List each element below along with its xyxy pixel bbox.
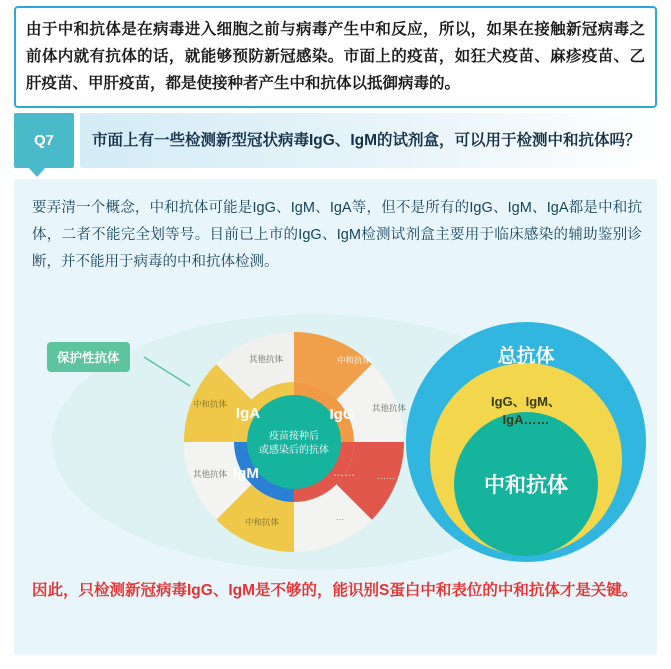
question-number-badge: Q7	[14, 113, 74, 168]
question-text: 市面上有一些检测新型冠状病毒IgG、IgM的试剂盒，可以用于检测中和抗体吗？	[92, 132, 641, 149]
donut-outer-label-0: 其他抗体	[248, 354, 284, 364]
donut-outer-label-3: ……	[377, 471, 395, 481]
donut-inner-label-IgA: IgA	[235, 405, 261, 422]
intro-paragraph: 由于中和抗体是在病毒进入细胞之前与病毒产生中和反应，所以，如果在接触新冠病毒之前体内就有抗体的话，就能够预防新冠感染。市面上的疫苗，如狂犬疫苗、麻疹疫苗、乙肝疫苗、甲肝疫苗，都是使接种者产生中和抗体以抵御病毒的。	[26, 21, 645, 92]
donut-center-line1: 疫苗接种后	[269, 431, 319, 442]
protective-antibody-label: 保护性抗体	[47, 342, 130, 372]
question-text-container	[80, 113, 657, 168]
donut-center-line2: 或感染后的抗体	[259, 445, 329, 456]
donut-outer-label-2: 其他抗体	[371, 403, 407, 413]
donut-inner-label-other: ……	[333, 467, 355, 479]
answer-block	[14, 179, 657, 655]
donut-outer-label-6: 其他抗体	[192, 469, 228, 479]
answer-paragraph: 要弄清一个概念，中和抗体可能是IgG、IgM、IgA等，但不是所有的IgG、IgM、IgA都是中和抗体，二者不能完全划等号。目前已上市的IgG、IgM检测试剂盒主要用于临床感染的辅助鉴别诊断，并不能用于病毒的中和抗体检测。	[32, 200, 642, 270]
conclusion-paragraph: 因此，只检测新冠病毒IgG、IgM是不够的，能识别S蛋白中和表位的中和抗体才是关键。	[32, 582, 638, 599]
question-banner	[14, 113, 657, 168]
antibody-diagram	[14, 294, 657, 589]
donut-inner-label-IgG: IgG	[329, 406, 355, 423]
donut-outer-label-5: 中和抗体	[244, 517, 280, 527]
venn-inner-label: 中和抗体	[484, 474, 568, 497]
donut-outer-label-7: 中和抗体	[192, 399, 228, 409]
venn-middle-label-1: IgG、IgM、	[490, 394, 562, 409]
donut-outer-label-4: …	[335, 512, 345, 522]
donut-inner-label-IgM: IgM	[233, 465, 259, 482]
venn-middle-label-2: IgA……	[502, 412, 550, 427]
venn-total-label: 总抗体	[497, 346, 555, 367]
intro-block	[14, 6, 657, 108]
donut-outer-label-1: 中和抗体	[336, 355, 372, 365]
